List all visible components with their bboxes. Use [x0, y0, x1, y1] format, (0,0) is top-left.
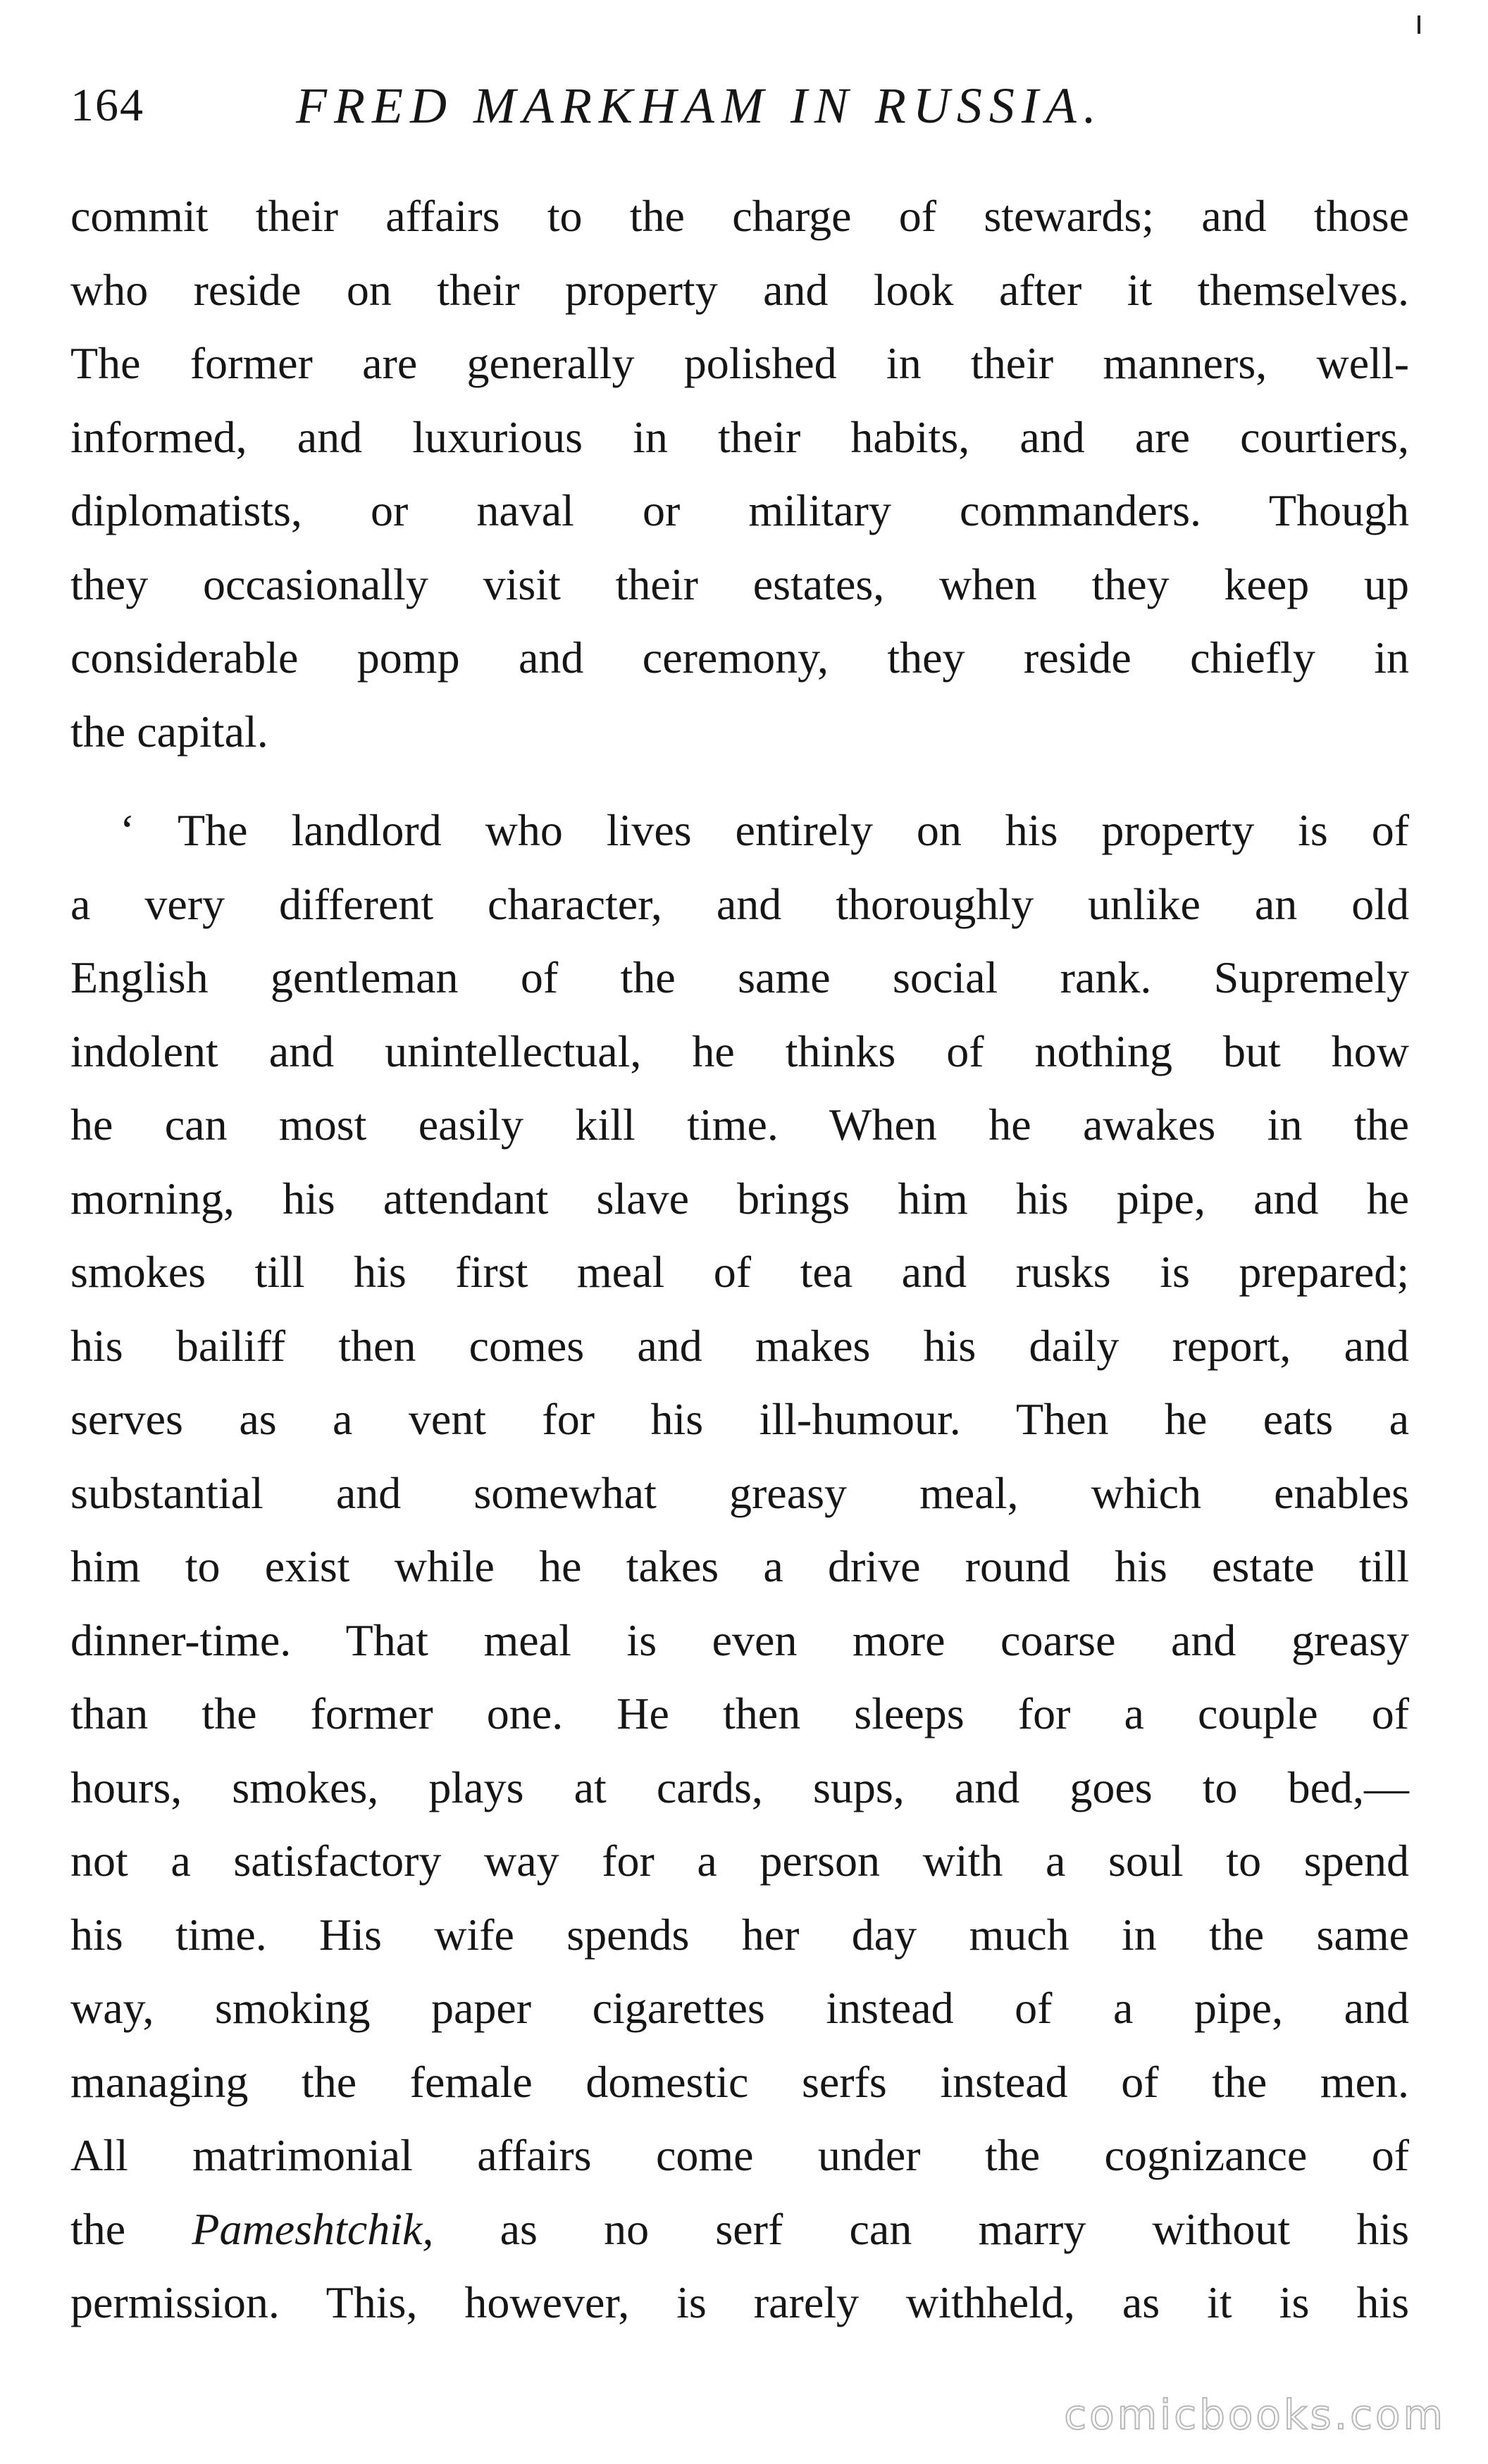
paragraph-2 — [70, 794, 1409, 2340]
text-line: managing the female domestic serfs instead of the men. — [70, 2056, 1409, 2107]
text-line: commit their affairs to the charge of stewards; and those — [70, 191, 1409, 241]
text-line: who reside on their property and look after it themselves. — [70, 264, 1409, 315]
text-line: smokes till his first meal of tea and rusks is prepared; — [70, 1247, 1409, 1297]
italic-term: Pameshtchik, — [192, 2203, 434, 2254]
page-header — [70, 63, 1409, 148]
text-line: the capital. — [70, 706, 268, 757]
text-line: morning, his attendant slave brings him his pipe, and he — [70, 1173, 1409, 1224]
text-line: than the former one. He then sleeps for a couple of — [70, 1688, 1409, 1738]
text-line: way, smoking paper cigarettes instead of a pipe, and — [70, 1983, 1409, 2033]
text-fragment: the — [70, 2203, 126, 2254]
text-line: a very different character, and thoroughly unlike an old — [70, 878, 1409, 929]
running-title: FRED MARKHAM IN RUSSIA. — [296, 77, 1103, 134]
text-line: dinner-time. That meal is even more coarse and greasy — [70, 1614, 1409, 1665]
text-line: him to exist while he takes a drive round his estate till — [70, 1541, 1409, 1591]
text-line: permission. This, however, is rarely withheld, as it is his — [70, 2277, 1409, 2327]
text-line: his time. His wife spends her day much in the same — [70, 1909, 1409, 1960]
text-line: ‘ The landlord who lives entirely on his property is of — [120, 805, 1409, 855]
text-line: diplomatists, or naval or military commanders. Though — [70, 485, 1409, 535]
text-line: considerable pomp and ceremony, they reside chiefly in — [70, 633, 1409, 683]
text-line: they occasionally visit their estates, when they keep up — [70, 559, 1409, 609]
corner-mark — [1418, 15, 1420, 34]
text-line: hours, smokes, plays at cards, sups, and goes to bed,— — [70, 1762, 1409, 1812]
text-line: informed, and luxurious in their habits, and are courtiers, — [70, 411, 1409, 462]
body-text — [70, 180, 1409, 2340]
text-fragment: as no serf can marry without his — [500, 2203, 1410, 2254]
text-line: The former are generally polished in their manners, well- — [70, 338, 1409, 388]
page-number: 164 — [70, 80, 144, 131]
text-line: substantial and somewhat greasy meal, which enables — [70, 1467, 1409, 1518]
text-line: he can most easily kill time. When he awakes in the — [70, 1100, 1409, 1150]
paragraph-1 — [70, 180, 1409, 769]
text-line: serves as a vent for his ill-humour. Then he eats a — [70, 1394, 1409, 1444]
text-line-with-italic — [70, 2193, 1409, 2267]
watermark: comicbooks.com — [1064, 2391, 1446, 2439]
paragraph-gap — [70, 769, 1409, 794]
text-line: English gentleman of the same social rank. Supremely — [70, 952, 1409, 1002]
text-line: indolent and unintellectual, he thinks of nothing but how — [70, 1026, 1409, 1076]
text-line: All matrimonial affairs come under the cognizance of — [70, 2130, 1409, 2180]
text-line: not a satisfactory way for a person with a soul to spend — [70, 1836, 1409, 1886]
text-line: his bailiff then comes and makes his daily report, and — [70, 1320, 1409, 1371]
